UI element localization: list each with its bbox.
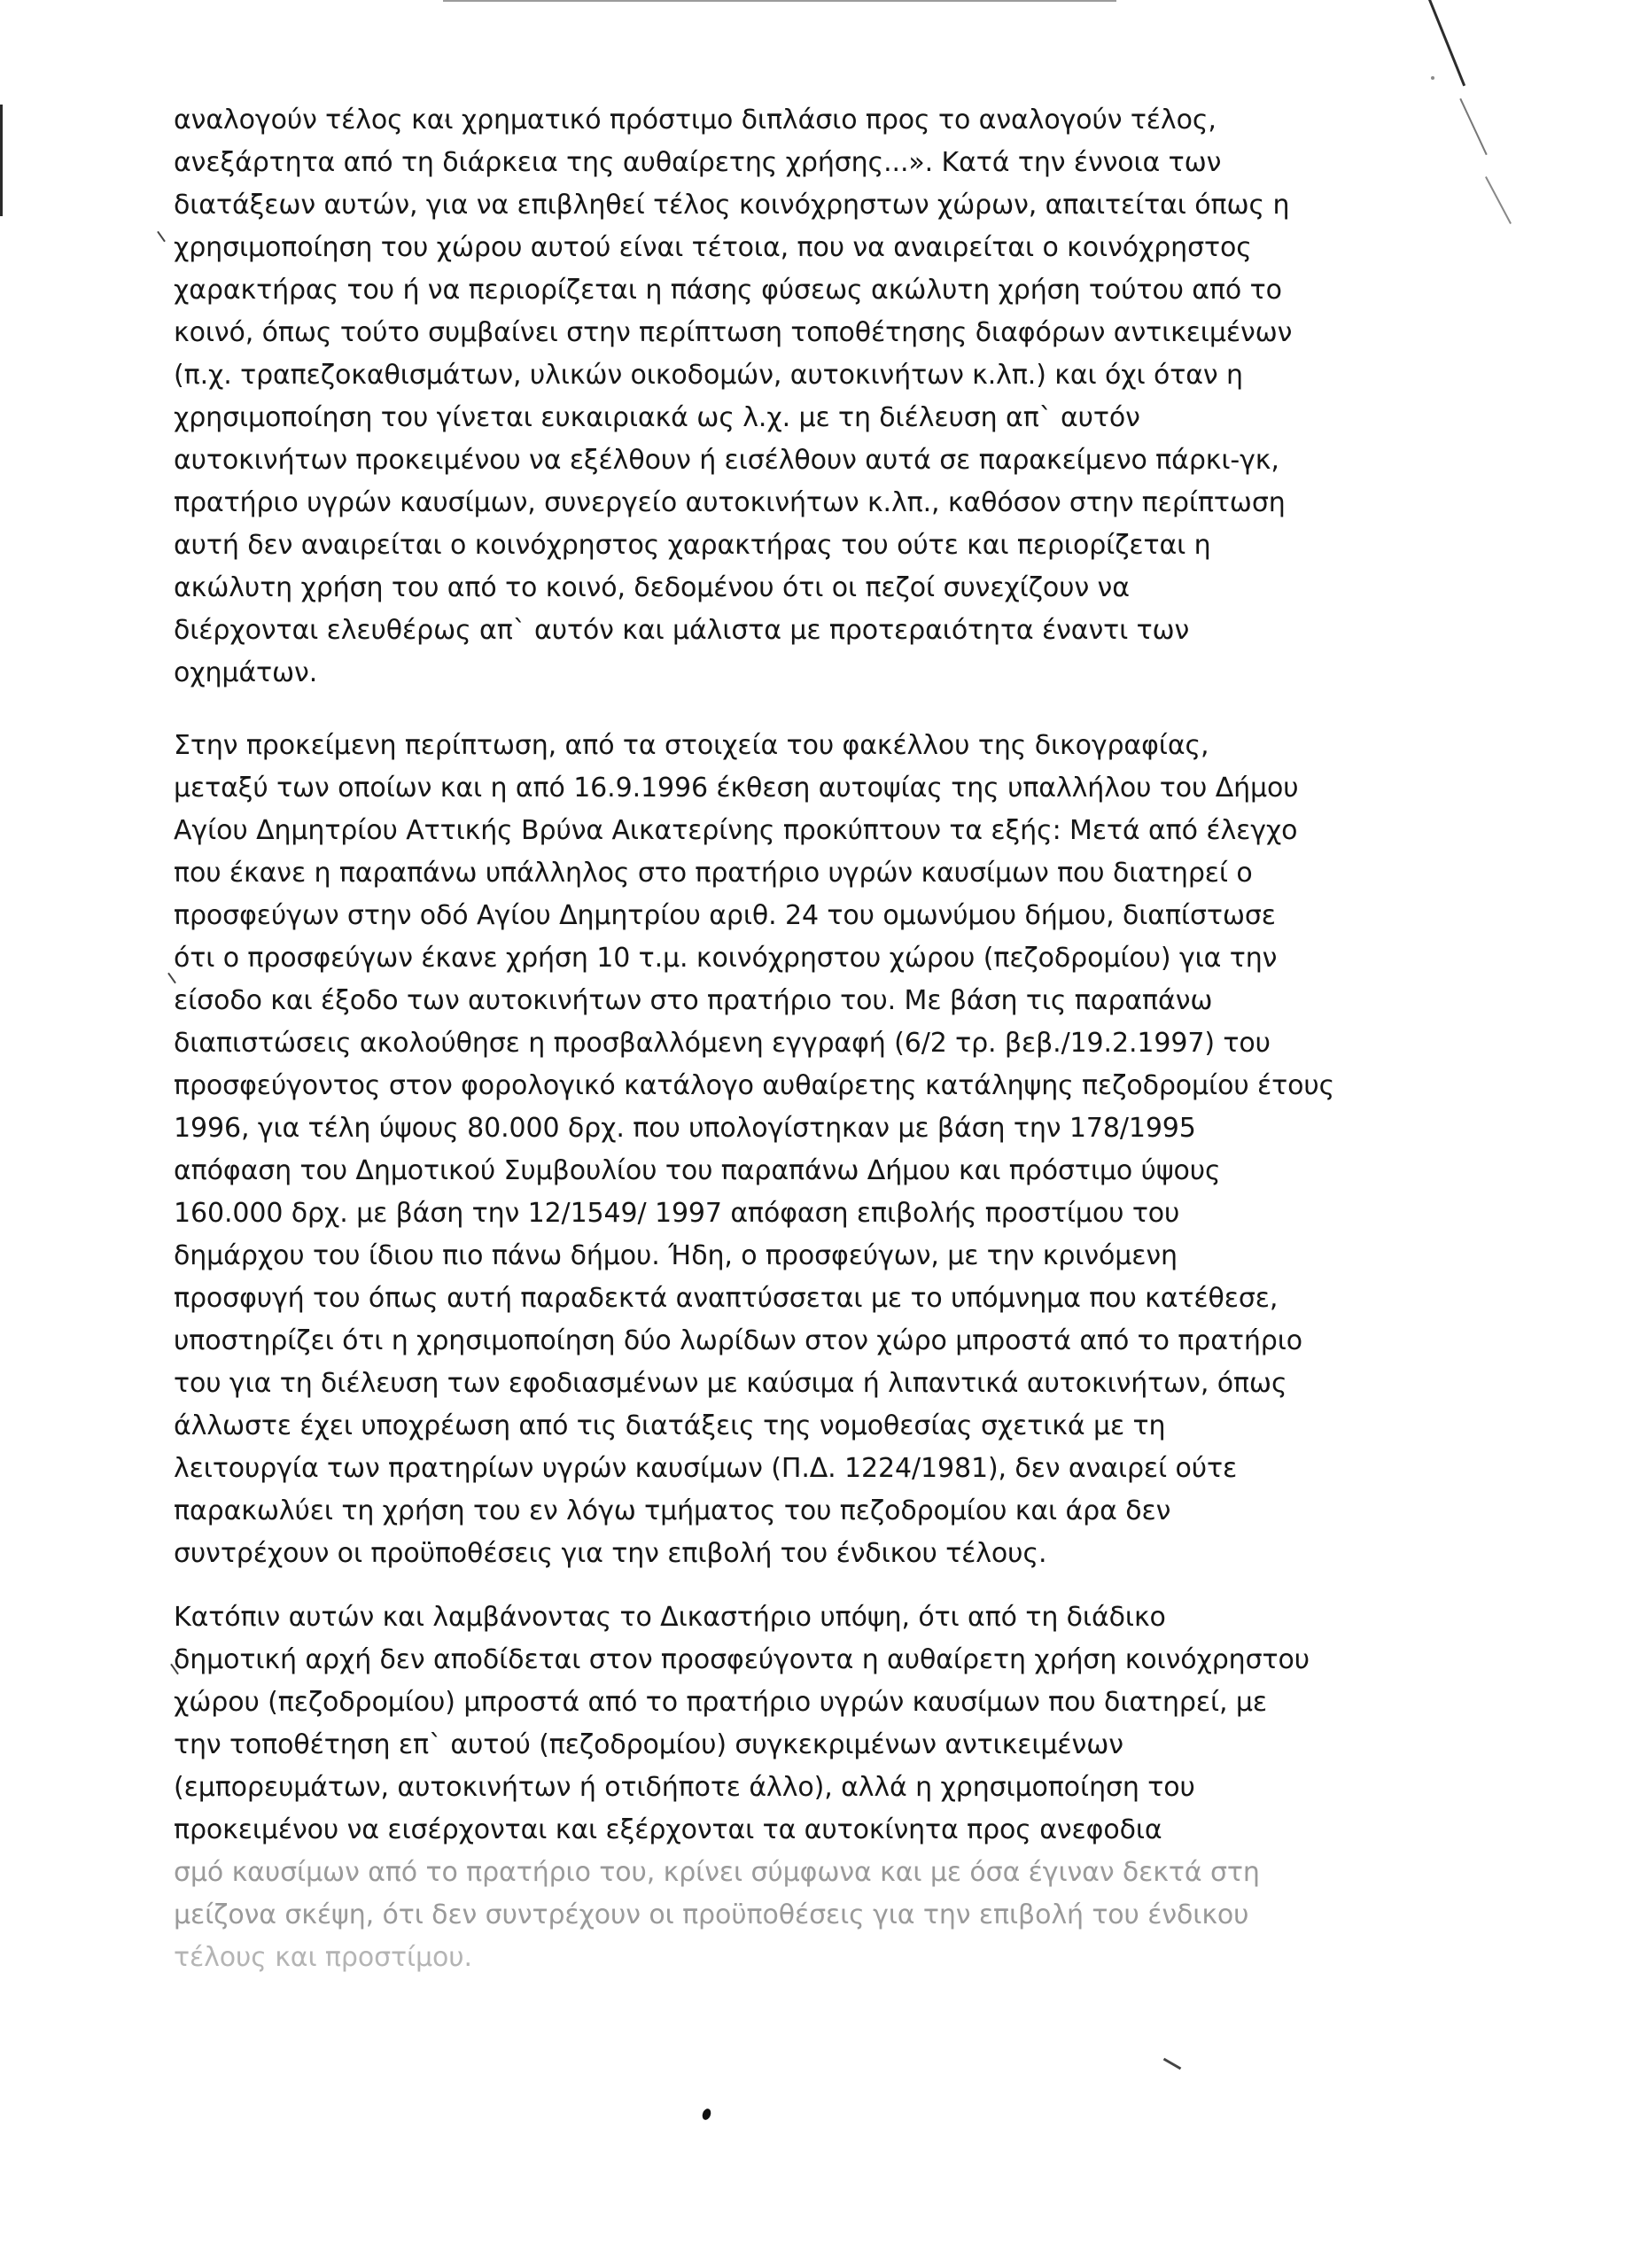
text-line: αυτοκινήτων προκειμένου να εξέλθουν ή εισέλθουν αυτά σε παρακείμενο πάρκι-γκ, [174,445,1279,476]
scan-ink-dot [701,2108,712,2121]
text-line: την τοποθέτηση επ` αυτού (πεζοδρομίου) συγκεκριμένων αντικειμένων [174,1729,1123,1760]
text-line: 1996, για τέλη ύψους 80.000 δρχ. που υπολογίστηκαν με βάση την 178/1995 [174,1113,1196,1144]
text-line: που έκανε η παραπάνω υπάλληλος στο πρατήριο υγρών καυσίμων που διατηρεί ο [174,858,1253,889]
text-line: διέρχονται ελευθέρως απ` αυτόν και μάλιστα με προτεραιότητα έναντι των [174,615,1190,646]
text-line: σμό καυσίμων από το πρατήριο του, κρίνει σύμφωνα και με όσα έγιναν δεκτά στη [174,1857,1260,1888]
text-line: (π.χ. τραπεζοκαθισμάτων, υλικών οικοδομών, αυτοκινήτων κ.λπ.) και όχι όταν η [174,360,1243,391]
text-line: ότι ο προσφεύγων έκανε χρήση 10 τ.μ. κοινόχρηστου χώρου (πεζοδρομίου) για την [174,943,1278,974]
text-line: μείζονα σκέψη, ότι δεν συντρέχουν οι προϋποθέσεις για την επιβολή του ένδικου [174,1899,1249,1930]
paragraph-continuation [174,99,1450,695]
text-line: προκειμένου να εισέρχονται και εξέρχονται τα αυτοκίνητα προς ανεφοδια [174,1814,1162,1845]
text-line: αυτή δεν αναιρείται ο κοινόχρηστος χαρακτήρας του ούτε και περιορίζεται η [174,530,1211,561]
text-line: ακώλυτη χρήση του από το κοινό, δεδομένου ότι οι πεζοί συνεχίζουν να [174,572,1130,603]
scan-corner-stroke [1428,0,1465,86]
text-line: δημάρχου του ίδιου πιο πάνω δήμου. Ήδη, ο προσφεύγων, με την κρινόμενη [174,1240,1178,1271]
text-line: Κατόπιν αυτών και λαμβάνοντας το Δικαστήριο υπόψη, ότι από τη διάδικο [174,1602,1166,1633]
text-line: παρακωλύει τη χρήση του εν λόγω τμήματος του πεζοδρομίου και άρα δεν [174,1495,1171,1526]
text-line: πρατήριο υγρών καυσίμων, συνεργείο αυτοκινήτων κ.λπ., καθόσον στην περίπτωση [174,487,1286,518]
text-line: χρησιμοποίηση του γίνεται ευκαιριακά ως λ.χ. με τη διέλευση απ` αυτόν [174,402,1140,433]
text-line: τέλους και προστίμου. [174,1942,472,1973]
text-line: (εμπορευμάτων, αυτοκινήτων ή οτιδήποτε άλλο), αλλά η χρησιμοποίηση του [174,1772,1195,1803]
scan-edge-line [443,0,1116,2]
text-line: μεταξύ των οποίων και η από 16.9.1996 έκθεση αυτοψίας της υπαλλήλου του Δήμου [174,773,1299,804]
text-line: είσοδο και έξοδο των αυτοκινήτων στο πρατήριο του. Με βάση τις παραπάνω [174,985,1213,1016]
text-line: λειτουργία των πρατηρίων υγρών καυσίμων (Π.Δ. 1224/1981), δεν αναιρεί ούτε [174,1453,1238,1484]
text-line: του για τη διέλευση των εφοδιασμένων με καύσιμα ή λιπαντικά αυτοκινήτων, όπως [174,1368,1287,1399]
text-line: αναλογούν τέλος και χρηματικό πρόστιμο διπλάσιο προς το αναλογούν τέλος, [174,105,1217,136]
text-line: προσφεύγοντος στον φορολογικό κατάλογο αυθαίρετης κατάληψης πεζοδρομίου έτους [174,1070,1335,1101]
scan-corner-dash [1485,176,1512,224]
text-line: 160.000 δρχ. με βάση την 12/1549/ 1997 απόφαση επιβολής προστίμου του [174,1198,1180,1229]
scan-stray-mark [1163,2058,1182,2070]
text-line: υποστηρίζει ότι η χρησιμοποίηση δύο λωρίδων στον χώρο μπροστά από το πρατήριο [174,1325,1303,1356]
text-line: προσφεύγων στην οδό Αγίου Δημητρίου αριθ. 24 του ομωνύμου δήμου, διαπίστωσε [174,900,1276,931]
text-line: Στην προκείμενη περίπτωση, από τα στοιχεία του φακέλλου της δικογραφίας, [174,730,1209,761]
scan-corner-dash [1459,98,1487,155]
text-line: απόφαση του Δημοτικού Συμβουλίου του παραπάνω Δήμου και πρόστιμο ύψους [174,1155,1221,1186]
text-line: προσφυγή του όπως αυτή παραδεκτά αναπτύσσεται με το υπόμνημα που κατέθεσε, [174,1283,1279,1314]
text-line: χρησιμοποίηση του χώρου αυτού είναι τέτοια, που να αναιρείται ο κοινόχρηστος [174,232,1252,263]
paragraph-conclusion [174,1596,1450,1979]
scan-edge-mark [0,105,3,216]
paragraph-facts [174,725,1450,1575]
text-line: συντρέχουν οι προϋποθέσεις για την επιβολή του ένδικου τέλους. [174,1538,1047,1569]
text-line: οχημάτων. [174,657,318,688]
text-line: διαπιστώσεις ακολούθησε η προσβαλλόμενη εγγραφή (6/2 τρ. βεβ./19.2.1997) του [174,1028,1271,1059]
text-line: χώρου (πεζοδρομίου) μπροστά από το πρατήριο υγρών καυσίμων που διατηρεί, με [174,1687,1267,1718]
text-line: ανεξάρτητα από τη διάρκεια της αυθαίρετης χρήσης...». Κατά την έννοια των [174,147,1222,178]
text-line: χαρακτήρας του ή να περιορίζεται η πάσης φύσεως ακώλυτη χρήση τούτου από το [174,275,1282,306]
text-line: Αγίου Δημητρίου Αττικής Βρύνα Αικατερίνης προκύπτουν τα εξής: Μετά από έλεγχο [174,815,1298,846]
text-line: κοινό, όπως τούτο συμβαίνει στην περίπτωση τοποθέτησης διαφόρων αντικειμένων [174,317,1293,348]
text-line: δημοτική αρχή δεν αποδίδεται στον προσφεύγοντα η αυθαίρετη χρήση κοινόχρηστου [174,1644,1310,1675]
text-line: άλλωστε έχει υποχρέωση από τις διατάξεις της νομοθεσίας σχετικά με τη [174,1410,1166,1441]
scan-speck [1431,76,1434,80]
text-line: διατάξεων αυτών, για να επιβληθεί τέλος κοινόχρηστων χώρων, απαιτείται όπως η [174,190,1290,221]
margin-tick-mark [157,231,166,243]
